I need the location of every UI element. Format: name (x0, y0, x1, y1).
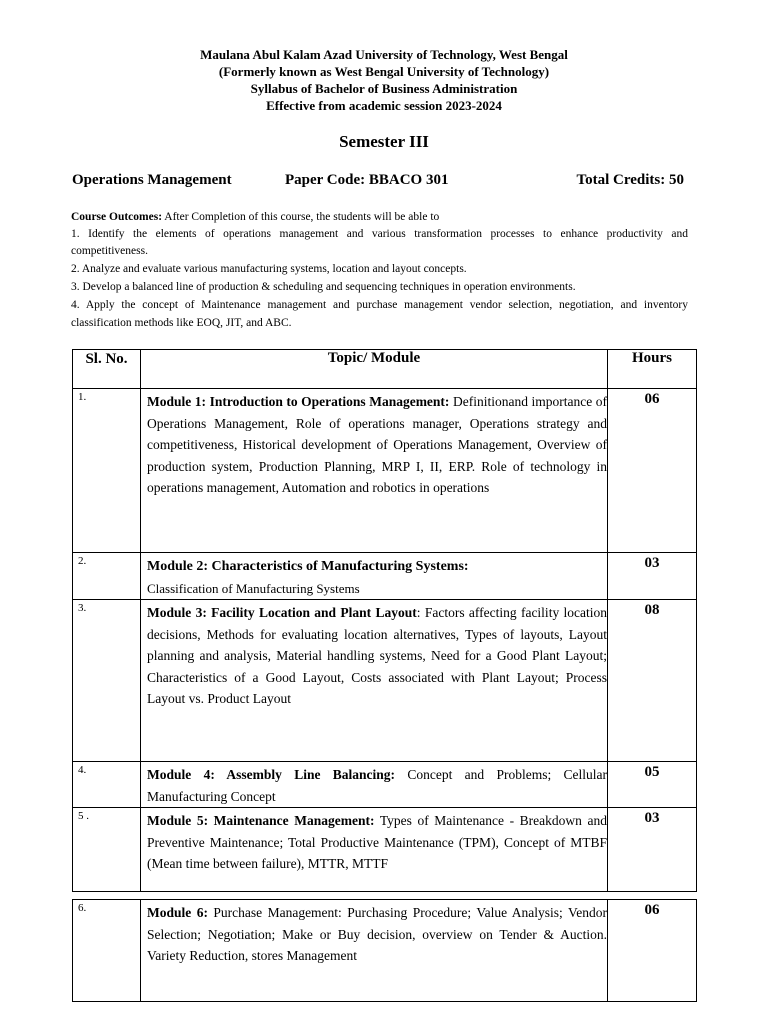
module-title: Module 6: (147, 905, 208, 920)
module-title: Module 3: Facility Location and Plant Layout (147, 605, 417, 620)
table-row (73, 553, 697, 600)
module-content: Purchase Management: Purchasing Procedure; Value Analysis; Vendor Selection; Negotiation; Make or Buy decision, overview on Tender & Auction. Variety Reduction, stores Management (147, 905, 608, 963)
header-hours: Hours (608, 350, 697, 389)
row-topic (141, 808, 608, 892)
row-sl-no: 4. (73, 762, 141, 808)
table-row (73, 762, 697, 808)
table-row (73, 900, 697, 1002)
row-hours: 03 (608, 808, 697, 892)
total-credits: Total Credits: 50 (576, 172, 684, 188)
row-sl-no: 6. (73, 900, 141, 1002)
course-outcomes (71, 208, 688, 332)
row-sl-no: 2. (73, 553, 141, 600)
semester-title: Semester III (339, 132, 429, 151)
row-hours: 08 (608, 600, 697, 762)
outcomes-intro-text: After Completion of this course, the students will be able to (162, 211, 440, 223)
header-sl-no: Sl. No. (73, 350, 141, 389)
table-row (73, 389, 697, 553)
row-topic (141, 389, 608, 553)
row-hours: 05 (608, 762, 697, 808)
row-topic (141, 600, 608, 762)
effective-session: Effective from academic session 2023-2024 (266, 98, 502, 113)
header-topic: Topic/ Module (141, 350, 608, 389)
table-header-row (73, 350, 697, 389)
module-content: Types of Maintenance - Breakdown and Preventive Maintenance; Total Productive Maintenance (TPM), Concept of MTBF (Mean time between failure), MTTR, MTTF (147, 813, 607, 871)
module-title: Module 5: Maintenance Management: (147, 813, 375, 828)
outcome-item: 1. Identify the elements of operations management and various transformation processes to enhance productivity and competitiveness. (71, 228, 688, 257)
former-name: (Formerly known as West Bengal University of Technology) (218, 64, 550, 79)
module-title: Module 4: Assembly Line Balancing: (147, 767, 396, 782)
module-title: Module 2: Characteristics of Manufacturing Systems: (147, 559, 469, 574)
module-content: Concept and Problems; Cellular Manufacturing Concept (147, 767, 607, 804)
outcome-item: 2. Analyze and evaluate various manufacturing systems, location and layout concepts. (71, 263, 467, 275)
module-title: Module 1: Introduction to Operations Management: (147, 394, 450, 409)
outcome-item: 4. Apply the concept of Maintenance management and purchase management vendor selection, negotiation, and inventory classification methods like EOQ, JIT, and ABC. (71, 299, 688, 329)
row-hours: 06 (608, 389, 697, 553)
syllabus-table (72, 349, 697, 892)
paper-code: Paper Code: BBACO 301 (285, 172, 449, 188)
row-hours: 03 (608, 553, 697, 600)
module-content: Definitionand importance of Operations Management, Role of operations manager, Operations strategy and competitiveness, Historical development of Operations Management, Overview of production system, Production Planning, MRP I, II, ERP. Role of technology in operations management, Automation and robotics in operations (147, 394, 607, 495)
row-hours: 06 (608, 900, 697, 1002)
subject-row (72, 172, 684, 192)
row-sl-no: 1. (73, 389, 141, 553)
syllabus-title: Syllabus of Bachelor of Business Administration (250, 81, 518, 96)
row-topic (141, 553, 608, 600)
subject-name: Operations Management (72, 172, 232, 188)
module-content: Classification of Manufacturing Systems (147, 580, 360, 596)
table-row (73, 600, 697, 762)
document-header (0, 46, 768, 114)
outcomes-label: Course Outcomes: (71, 211, 163, 223)
row-topic (141, 762, 608, 808)
row-topic (141, 900, 608, 1002)
table-row (73, 808, 697, 892)
module-content: : Factors affecting facility location decisions, Methods for evaluating location alternatives, Types of layouts, Layout planning and analysis, Material handling systems, Need for a Good Plant Layout; Characteristics of a Good Layout, Costs associated with Plant Layout; Process Layout vs. Product Layout (147, 605, 608, 706)
university-name: Maulana Abul Kalam Azad University of Technology, West Bengal (200, 47, 568, 62)
row-sl-no: 5 . (73, 808, 141, 892)
syllabus-table-continued (72, 899, 697, 1002)
row-sl-no: 3. (73, 600, 141, 762)
outcome-item: 3. Develop a balanced line of production & scheduling and sequencing techniques in operation environments. (71, 281, 576, 293)
outcomes-intro (71, 208, 688, 226)
